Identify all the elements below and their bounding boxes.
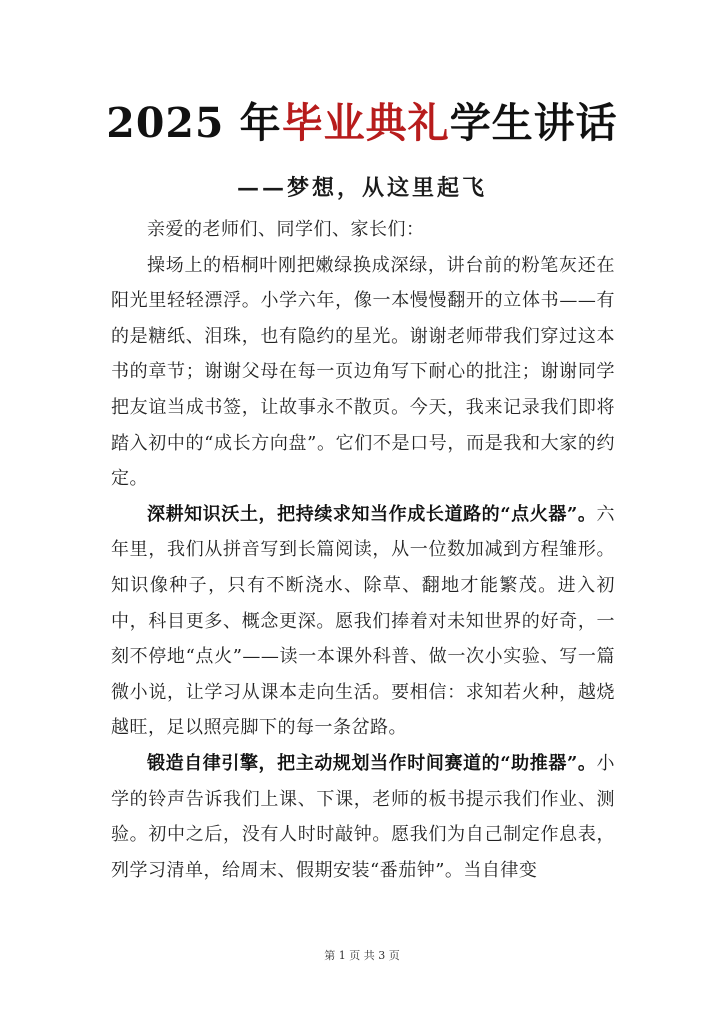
paragraph-lead: 深耕知识沃土，把持续求知当作成长道路的“点火器”。	[147, 503, 597, 525]
paragraph-discipline	[111, 746, 615, 888]
paragraph-intro	[111, 248, 615, 497]
document-subtitle: ——梦想，从这里起飞	[236, 175, 487, 201]
page-number-footer: 第 1 页 共 3 页	[324, 949, 400, 962]
paragraph-text: 操场上的梧桐叶刚把嫩绿换成深绿，讲台前的粉笔灰还在阳光里轻轻漂浮。小学六年，像一本慢慢翻开的立体书——有的是糖纸、泪珠，也有隐约的星光。谢谢老师带我们穿过这本书的章节；谢谢父母在每一页边角写下耐心的批注；谢谢同学把友谊当成书签，让故事永不散页。今天，我来记录我们即将踏入初中的“成长方向盘”。它们不是口号，而是我和大家的约定。	[111, 254, 615, 490]
document-body	[111, 212, 615, 888]
paragraph-text: 小学的铃声告诉我们上课、下课，老师的板书提示我们作业、测验。初中之后，没有人时时敲钟。愿我们为自己制定作息表，列学习清单，给周末、假期安装“番茄钟”。当自律变	[111, 752, 615, 881]
title-prefix: 2025 年	[106, 99, 282, 147]
paragraph-greeting	[111, 212, 615, 248]
paragraph-knowledge	[111, 497, 615, 746]
title-suffix: 学生讲话	[449, 99, 618, 147]
title-highlight: 毕业典礼	[281, 99, 450, 147]
paragraph-lead: 锻造自律引擎，把主动规划当作时间赛道的“助推器”。	[147, 752, 597, 774]
document-title	[0, 95, 724, 151]
paragraph-text: 亲爱的老师们、同学们、家长们：	[147, 219, 425, 240]
paragraph-text: 六年里，我们从拼音写到长篇阅读，从一位数加减到方程雏形。知识像种子，只有不断浇水、除草、翻地才能繁茂。进入初中，科目更多、概念更深。愿我们捧着对未知世界的好奇，一刻不停地“点火”——读一本课外科普、做一次小实验、写一篇微小说，让学习从课本走向生活。要相信：求知若火种，越烧越旺，足以照亮脚下的每一条岔路。	[111, 503, 615, 739]
